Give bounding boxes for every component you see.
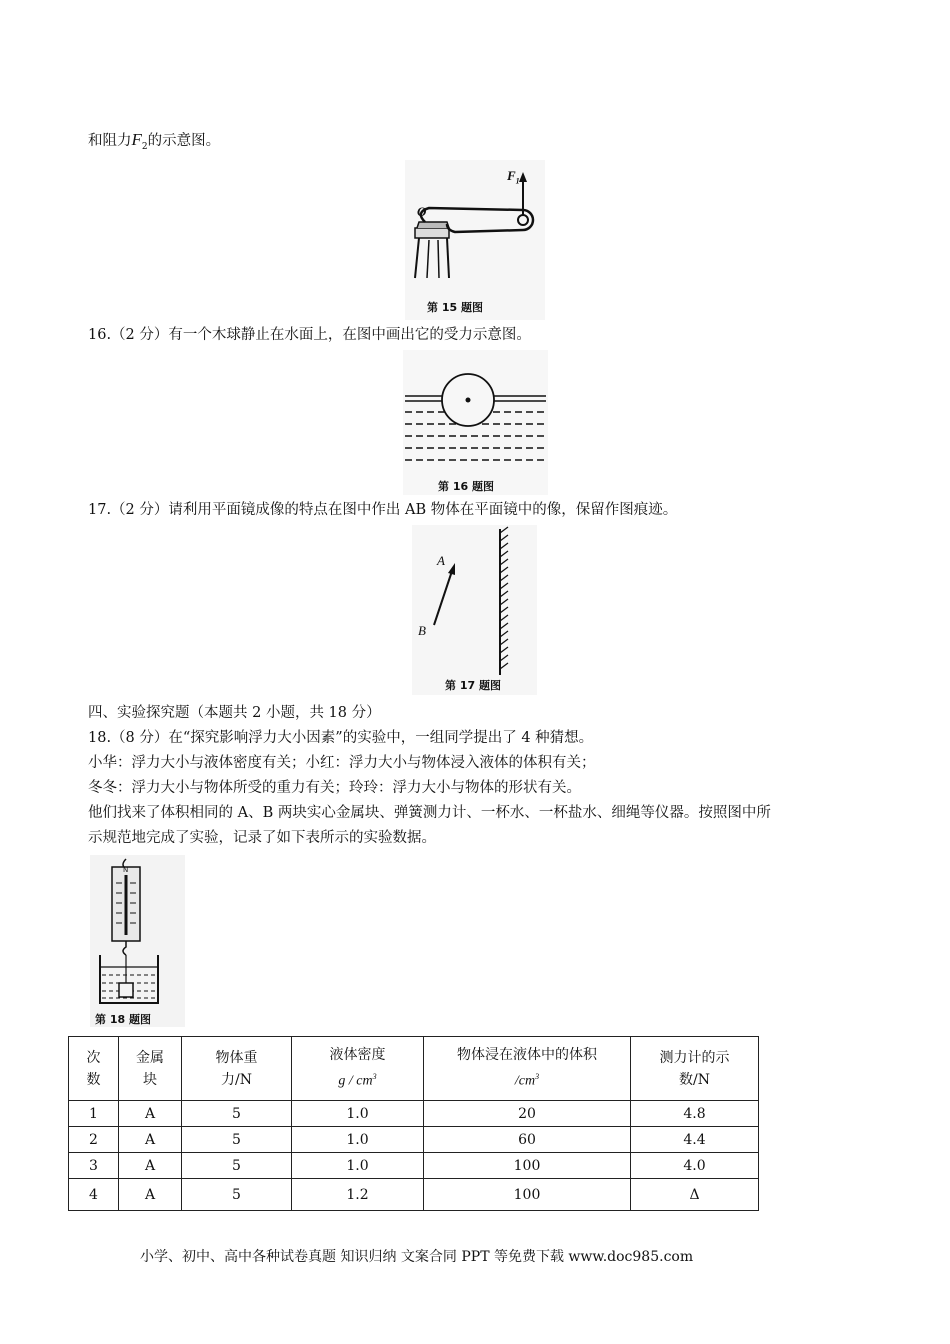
header-block: 金属 块 bbox=[119, 1037, 182, 1101]
label-o: O bbox=[417, 204, 427, 219]
spring-scale-diagram bbox=[90, 855, 185, 1027]
figure-15-caption: 第 15 题图 bbox=[427, 301, 483, 314]
intro-line bbox=[88, 130, 220, 157]
data-table bbox=[68, 1036, 759, 1211]
question-18-line5: 示规范地完成了实验，记录了如下表所示的实验数据。 bbox=[88, 830, 436, 846]
force-symbol: F bbox=[131, 130, 142, 149]
scale-unit-label: N bbox=[123, 866, 129, 874]
intro-prefix: 和阻力 bbox=[88, 133, 132, 149]
figure-16 bbox=[403, 350, 548, 495]
figure-18 bbox=[90, 855, 185, 1027]
label-a: A bbox=[437, 553, 445, 568]
table-row: 1 A 5 1.0 20 4.8 bbox=[69, 1101, 759, 1127]
lever-diagram bbox=[405, 160, 545, 320]
floating-ball-diagram bbox=[403, 350, 548, 495]
header-weight: 物体重 力/N bbox=[182, 1037, 292, 1101]
question-18-line3: 冬冬：浮力大小与物体所受的重力有关；玲玲：浮力大小与物体的形状有关。 bbox=[88, 780, 581, 796]
figure-18-caption: 第 18 题图 bbox=[95, 1013, 151, 1026]
figure-17 bbox=[412, 525, 537, 695]
section-4-title: 四、实验探究题（本题共 2 小题，共 18 分） bbox=[88, 705, 381, 721]
header-reading: 测力计的示 数/N bbox=[631, 1037, 759, 1101]
question-16: 16.（2 分）有一个木球静止在水面上，在图中画出它的受力示意图。 bbox=[88, 327, 531, 343]
table-row: 4 A 5 1.2 100 Δ bbox=[69, 1179, 759, 1211]
question-17: 17.（2 分）请利用平面镜成像的特点在图中作出 AB 物体在平面镜中的像，保留作图痕迹。 bbox=[88, 502, 678, 518]
figure-15 bbox=[405, 160, 545, 320]
intro-suffix: 的示意图。 bbox=[147, 133, 221, 149]
question-18-line2: 小华：浮力大小与液体密度有关；小红：浮力大小与物体浸入液体的体积有关； bbox=[88, 755, 596, 771]
label-f1: $F_1$ bbox=[507, 168, 520, 186]
table-header-row bbox=[69, 1037, 759, 1101]
figure-17-caption: 第 17 题图 bbox=[445, 679, 501, 692]
question-18-line4: 他们找来了体积相同的 A、B 两块实心金属块、弹簧测力计、一杯水、一杯盐水、细绳等仪器。按照图中所 bbox=[88, 805, 771, 821]
table-row: 2 A 5 1.0 60 4.4 bbox=[69, 1127, 759, 1153]
header-density: 液体密度 g / $cm^3$ bbox=[292, 1037, 424, 1101]
page-footer: 小学、初中、高中各种试卷真题 知识归纳 文案合同 PPT 等免费下载 www.doc985.com bbox=[140, 1249, 694, 1265]
label-b: B bbox=[418, 623, 426, 638]
table-row: 3 A 5 1.0 100 4.0 bbox=[69, 1153, 759, 1179]
figure-16-caption: 第 16 题图 bbox=[438, 480, 494, 493]
header-volume: 物体浸在液体中的体积 $/cm^3$ bbox=[424, 1037, 631, 1101]
force-subscript: 2 bbox=[141, 141, 148, 152]
question-18-line1: 18.（8 分）在“探究影响浮力大小因素”的实验中，一组同学提出了 4 种猜想。 bbox=[88, 730, 594, 746]
plane-mirror-diagram bbox=[412, 525, 537, 695]
header-trial: 次 数 bbox=[69, 1037, 119, 1101]
